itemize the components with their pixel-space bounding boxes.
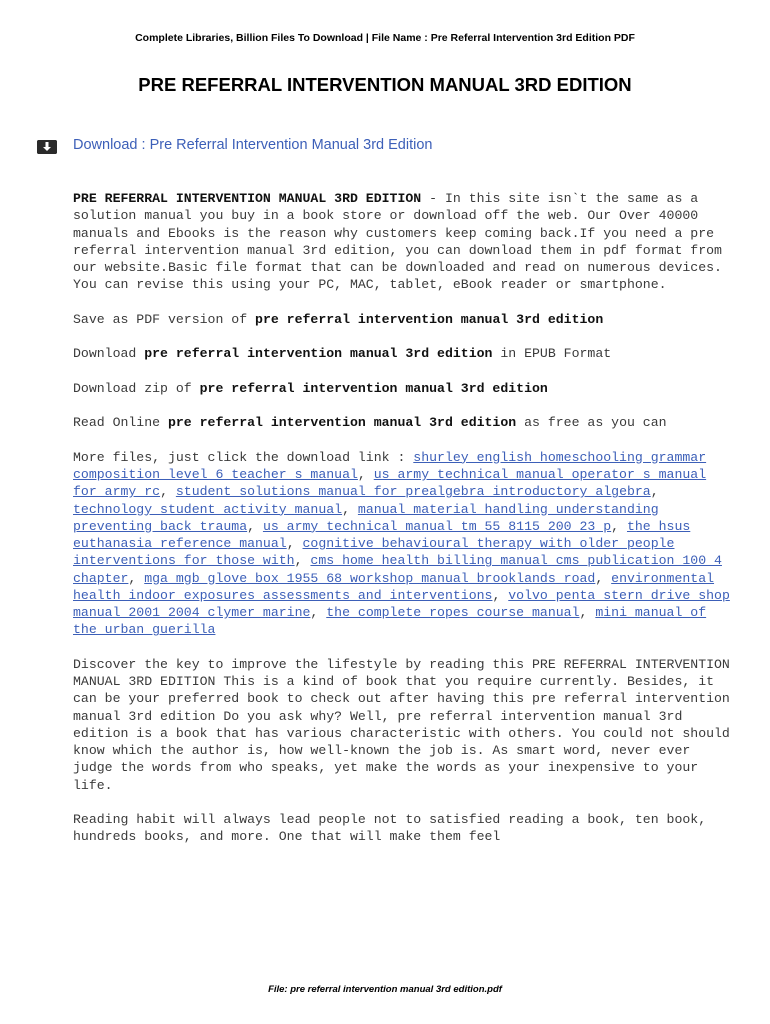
- epub-post: in EPUB Format: [492, 346, 612, 362]
- save-pdf-bold: pre referral intervention manual 3rd edition: [255, 311, 604, 327]
- online-pre: Read Online: [73, 415, 168, 431]
- more-files-paragraph: More files, just click the download link : shurley english homeschooling grammar composition level 6 teacher s manual, us army technical manual operator s manual for army rc, student solutions manual for prealgebra introductory algebra, technology student activity manual, manual material handling understanding preventing back trauma, us army technical manual tm 55 8115 200 23 p, the hsus euthanasia reference manual, cognitive behavioural therapy with older people interventions for those with, cms home health billing manual cms publication 100 4 chapter, mga mgb glove box 1955 68 workshop manual brooklands road, environmental health indoor exposures assessments and interventions, volvo penta stern drive shop manual 2001 2004 clymer marine, the complete ropes course manual, mini manual of the urban guerilla: [73, 449, 730, 638]
- more-file-link[interactable]: mga mgb glove box 1955 68 workshop manual brooklands road: [144, 570, 596, 586]
- more-file-link[interactable]: cognitive behavioural therapy with older people interventions for those with: [73, 536, 675, 569]
- epub-line: [73, 345, 733, 362]
- more-file-link[interactable]: cms home health billing manual cms publication 100 4 chapter: [73, 553, 722, 586]
- zip-pre: Download zip of: [73, 380, 200, 396]
- more-file-link[interactable]: us army technical manual tm 55 8115 200 23 p: [262, 518, 612, 534]
- more-file-link[interactable]: technology student activity manual: [73, 501, 343, 517]
- online-post: as free as you can: [516, 415, 667, 431]
- page-title: PRE REFERRAL INTERVENTION MANUAL 3RD EDITION: [138, 74, 632, 95]
- intro-text: - In this site isn`t the same as a solution manual you buy in a book store or download off the web. Our Over 40000 manuals and Ebooks is the reason why customers keep coming back.If you need a pre referral intervention manual 3rd edition, you can download them in pdf format from our website.Basic file format that can be downloaded and read on numerous devices. You can revise this using your PC, MAC, tablet, eBook reader or smartphone.: [73, 191, 722, 293]
- more-file-link[interactable]: the complete ropes course manual: [326, 605, 580, 620]
- page-header: Complete Libraries, Billion Files To Download | File Name : Pre Referral Intervention 3rd Edition PDF: [135, 32, 635, 44]
- document-body: [73, 190, 733, 863]
- download-icon[interactable]: [37, 140, 57, 154]
- more-file-link[interactable]: environmental health indoor exposures assessments and interventions: [73, 570, 715, 603]
- reading-paragraph: Reading habit will always lead people not to satisfied reading a book, ten book, hundreds books, and more. One that will make them feel: [73, 812, 707, 845]
- more-files-intro: More files, just click the download link :: [73, 449, 414, 465]
- download-row: [37, 137, 730, 157]
- more-file-link[interactable]: volvo penta stern drive shop manual 2001 2004 clymer marine: [73, 587, 730, 620]
- discover-paragraph: Discover the key to improve the lifestyle by reading this PRE REFERRAL INTERVENTION MANUAL 3RD EDITION This is a kind of book that you require currently. Besides, it can be your preferred book to check out after having this pre referral intervention manual 3rd edition Do you ask why? Well, pre referral intervention manual 3rd edition is a book that has various characteristic with others. You could not should know which the author is, how well-known the job is. As smart word, never ever judge the words from who speaks, yet make the words as your inexpensive to your life.: [73, 656, 730, 793]
- more-file-link[interactable]: the hsus euthanasia reference manual: [73, 518, 691, 551]
- save-pdf-line: [73, 311, 733, 328]
- more-file-link[interactable]: mini manual of the urban guerilla: [73, 605, 707, 638]
- zip-line: [73, 380, 733, 397]
- online-bold: pre referral intervention manual 3rd edition: [167, 415, 517, 431]
- more-file-link[interactable]: us army technical manual operator s manual for army rc: [73, 467, 707, 500]
- more-file-link[interactable]: student solutions manual for prealgebra introductory algebra: [175, 484, 651, 500]
- epub-pre: Download: [73, 346, 145, 362]
- more-file-link[interactable]: shurley english homeschooling grammar composition level 6 teacher s manual: [73, 449, 707, 482]
- intro-paragraph: [73, 190, 733, 294]
- online-line: [73, 414, 733, 431]
- page-footer: File: pre referral intervention manual 3rd edition.pdf: [268, 984, 502, 995]
- download-link[interactable]: Download : Pre Referral Intervention Manual 3rd Edition: [73, 137, 433, 153]
- zip-bold: pre referral intervention manual 3rd edition: [199, 380, 548, 396]
- intro-bold: PRE REFERRAL INTERVENTION MANUAL 3RD EDITION: [73, 191, 422, 206]
- save-pdf-pre: Save as PDF version of: [73, 311, 256, 327]
- more-file-link[interactable]: manual material handling understanding preventing back trauma: [73, 501, 659, 534]
- epub-bold: pre referral intervention manual 3rd edition: [144, 346, 493, 362]
